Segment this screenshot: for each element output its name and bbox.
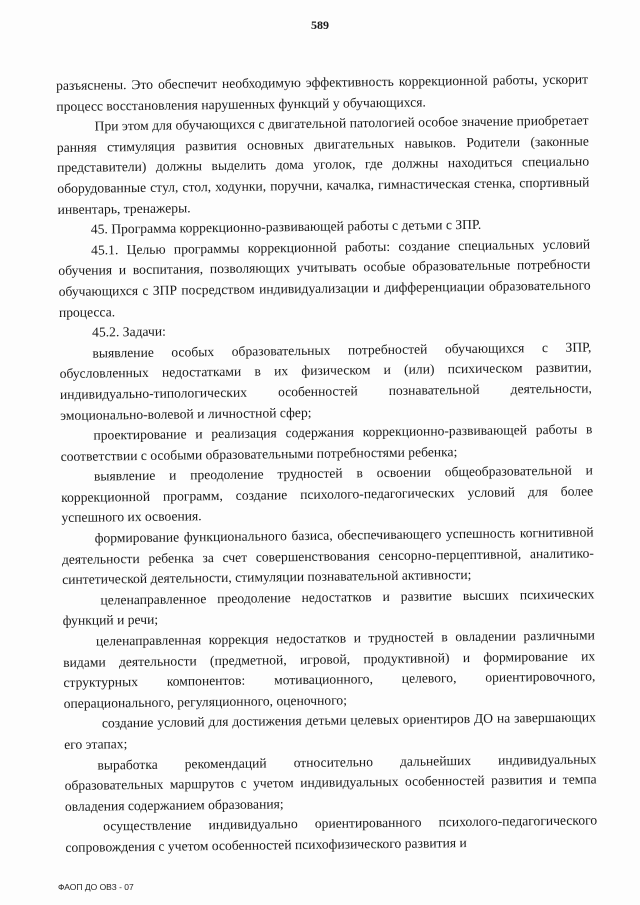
task-item: осуществление индивидуально ориентированного психолого-педагогического сопровождения с учетом особенностей психофизического развития и [65, 812, 598, 855]
task-item: выявление и преодоление трудностей в освоении общеобразовательной и коррекционной программ, создание психолого-педагогических условий для более успешного их освоения. [61, 462, 594, 526]
paragraph: При этом для обучающихся с двигательной патологией особое значение приобретает ранняя стимуляция развития основных двигательных навыков. Родители (законные представители) должны выделить дома уголок, где должны находиться специально оборудованные стул, стол, ходунки, поручни, качалка, гимнастическая стенка, спортивный инвентарь, тренажеры. [56, 112, 590, 217]
task-item: целенаправленное преодоление недостатков и развитие высших психических функций и речи; [62, 586, 595, 629]
task-item: формирование функционального базиса, обеспечивающего успешность когнитивной деятельности ребенка за счет совершенствования сенсорно-перцептивной, аналитико-синтетической деятельности, стимуляции познавательной активности; [61, 524, 594, 588]
page-number: 589 [311, 18, 329, 32]
task-item: целенаправленная коррекция недостатков и трудностей в овладении различными видами деятельности (предметной, игровой, продуктивной) и формирование их структурных компонентов: мотивационного, целевого, ориентировочного, операционального, регуляционного, оценочного; [63, 627, 596, 711]
paragraph: 45.1. Целью программы коррекционной работы: создание специальных условий обучения и воспитания, позволяющих учитывать особые образовательные потребности обучающихся с ЗПР посредством индивидуализации и дифференциации образовательного процесса. [58, 236, 591, 320]
paragraph: разъяснены. Это обеспечит необходимую эффективность коррекционной работы, ускорит процесс восстановления нарушенных функций у обучающихся. [56, 71, 589, 114]
task-item: проектирование и реализация содержания коррекционно-развивающей работы в соответствии с особыми образовательными потребностями ребенка; [60, 421, 593, 464]
task-item: выявление особых образовательных потребностей обучающихся с ЗПР, обусловленных недостатками в их физическом и (или) психическом развитии, индивидуально-типологических особенностей познавательной деятельности, эмоционально-волевой и личностной сфер; [59, 339, 592, 423]
footer-code: ФАОП ДО ОВЗ - 07 [58, 882, 134, 892]
section-heading: 45. Программа коррекционно-развивающей работы с детьми с ЗПР. [90, 216, 482, 237]
document-body [56, 70, 598, 859]
task-item: создание условий для достижения детьми целевых ориентиров ДО на завершающих его этапах; [64, 709, 596, 752]
subsection-heading: 45.2. Задачи: [92, 323, 166, 340]
task-item: выработка рекомендаций относительно дальнейших индивидуальных образовательных маршрутов с учетом индивидуальных особенностей развития и темпа овладения содержанием образования; [64, 751, 597, 814]
